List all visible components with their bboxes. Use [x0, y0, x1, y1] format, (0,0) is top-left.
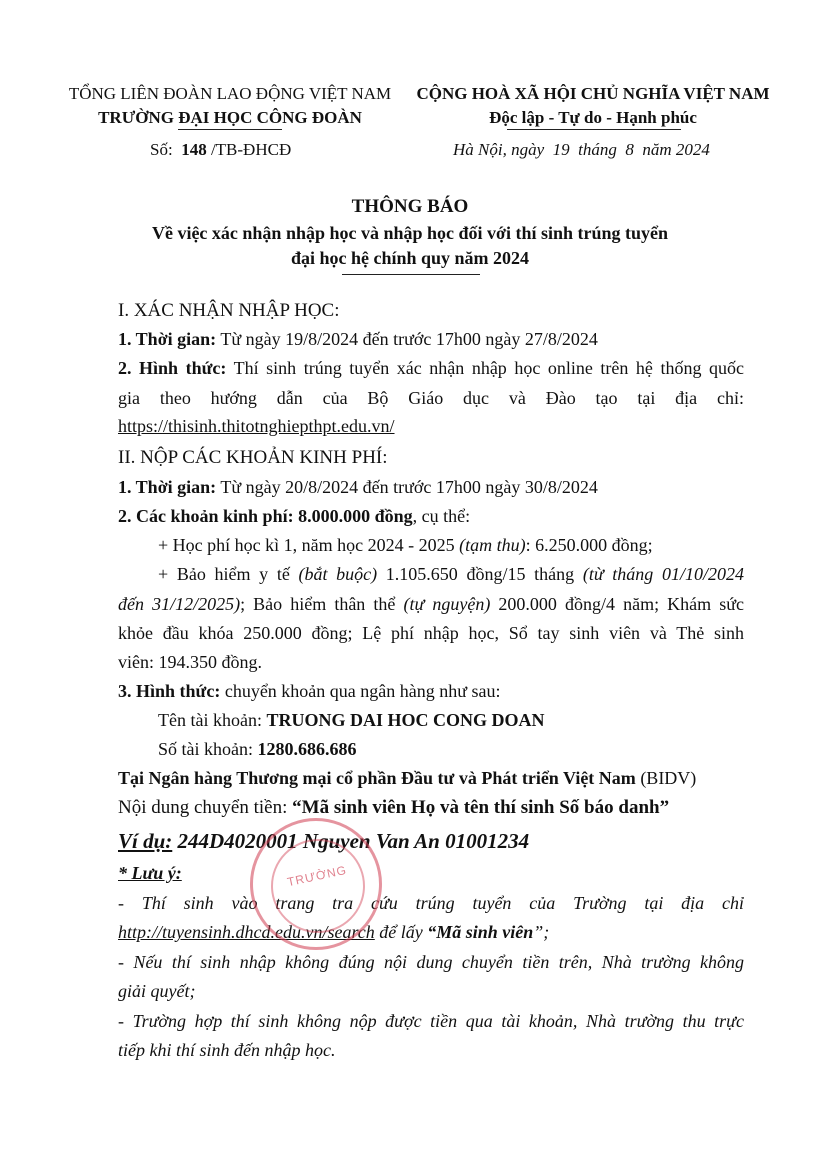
lookup-link[interactable]: http://tuyensinh.dhcd.edu.vn/search: [118, 922, 375, 942]
section2-time: 1. Thời gian: Từ ngày 20/8/2024 đến trước 17h00 ngày 30/8/2024: [118, 477, 598, 497]
notice-title: THÔNG BÁO: [351, 196, 469, 217]
account-number: Số tài khoản: 1280.686.686: [158, 739, 357, 759]
section1-form-link[interactable]: https://thisinh.thitotnghiepthpt.edu.vn/: [118, 416, 395, 436]
bank-name: Tại Ngân hàng Thương mại cổ phần Đầu tư và Phát triển Việt Nam (BIDV): [118, 768, 697, 788]
note2-line2: giải quyết;: [118, 981, 196, 1001]
section2-heading: II. NỘP CÁC KHOẢN KINH PHÍ:: [118, 447, 388, 468]
fee-insurance-line3: khỏe đầu khóa 250.000 đồng; Lệ phí nhập học, Sổ tay sinh viên và Thẻ sinh: [118, 623, 744, 643]
transfer-content: Nội dung chuyển tiền: “Mã sinh viên Họ và tên thí sinh Số báo danh”: [118, 797, 670, 818]
section1-form-line1: 2. Hình thức: Thí sinh trúng tuyển xác nhận nhập học online trên hệ thống quốc: [118, 358, 744, 378]
seal-text: TRƯỜNG: [285, 862, 349, 890]
notice-subtitle-line1: Về việc xác nhận nhập học và nhập học đối với thí sinh trúng tuyển: [151, 223, 669, 243]
issuer-underline: [178, 129, 282, 130]
notes-label: * Lưu ý:: [118, 863, 182, 883]
note2-line1: - Nếu thí sinh nhập không đúng nội dung chuyển tiền trên, Nhà trường không: [118, 952, 744, 972]
document-date: Hà Nội, ngày 19 tháng 8 năm 2024: [453, 140, 710, 159]
official-seal: [250, 818, 382, 950]
section1-heading: I. XÁC NHẬN NHẬP HỌC:: [118, 300, 340, 321]
national-motto: Độc lập - Tự do - Hạnh phúc: [489, 108, 697, 127]
document-number: Số: 148 /TB-ĐHCĐ: [150, 140, 292, 159]
fee-insurance-line1: + Bảo hiểm y tế (bắt buộc) 1.105.650 đồng/15 tháng (từ tháng 01/10/2024: [158, 564, 744, 584]
national-motto-block: [412, 82, 774, 130]
issuer-block: [60, 82, 400, 130]
issuer-school: TRƯỜNG ĐẠI HỌC CÔNG ĐOÀN: [98, 108, 362, 127]
section1-time: 1. Thời gian: Từ ngày 19/8/2024 đến trước 17h00 ngày 27/8/2024: [118, 329, 598, 349]
title-underline: [342, 274, 480, 275]
fee-insurance-line4: viên: 194.350 đồng.: [118, 652, 262, 672]
fee-insurance-line2: đến 31/12/2025); Bảo hiểm thân thể (tự nguyện) 200.000 đồng/4 năm; Khám sức: [118, 594, 744, 614]
note1-line1: - Thí sinh vào trang tra cứu trúng tuyển của Trường tại địa chỉ: [118, 893, 744, 913]
motto-underline: [507, 129, 681, 130]
note3-line1: - Trường hợp thí sinh không nộp được tiền qua tài khoản, Nhà trường thu trực: [118, 1011, 744, 1031]
payment-method: 3. Hình thức: chuyển khoản qua ngân hàng như sau:: [118, 681, 501, 701]
transfer-example: Ví dụ: 244D4020001 Nguyen Van An 01001234: [118, 829, 530, 853]
fee-tuition: + Học phí học kì 1, năm học 2024 - 2025 (tạm thu): 6.250.000 đồng;: [158, 535, 653, 555]
note3-line2: tiếp khi thí sinh đến nhập học.: [118, 1040, 336, 1060]
note1-line2: http://tuyensinh.dhcd.edu.vn/search để lấy “Mã sinh viên”;: [118, 922, 550, 942]
national-title: CỘNG HOÀ XÃ HỘI CHỦ NGHĨA VIỆT NAM: [416, 84, 770, 103]
account-name: Tên tài khoản: TRUONG DAI HOC CONG DOAN: [158, 710, 545, 730]
section2-fees: 2. Các khoản kinh phí: 8.000.000 đồng, cụ thể:: [118, 506, 471, 526]
issuer-parent-org: TỔNG LIÊN ĐOÀN LAO ĐỘNG VIỆT NAM: [68, 84, 392, 103]
section1-form-line2: gia theo hướng dẫn của Bộ Giáo dục và Đào tạo tại địa chỉ:: [118, 388, 744, 408]
notice-subtitle-line2: đại học hệ chính quy năm 2024: [290, 248, 530, 268]
